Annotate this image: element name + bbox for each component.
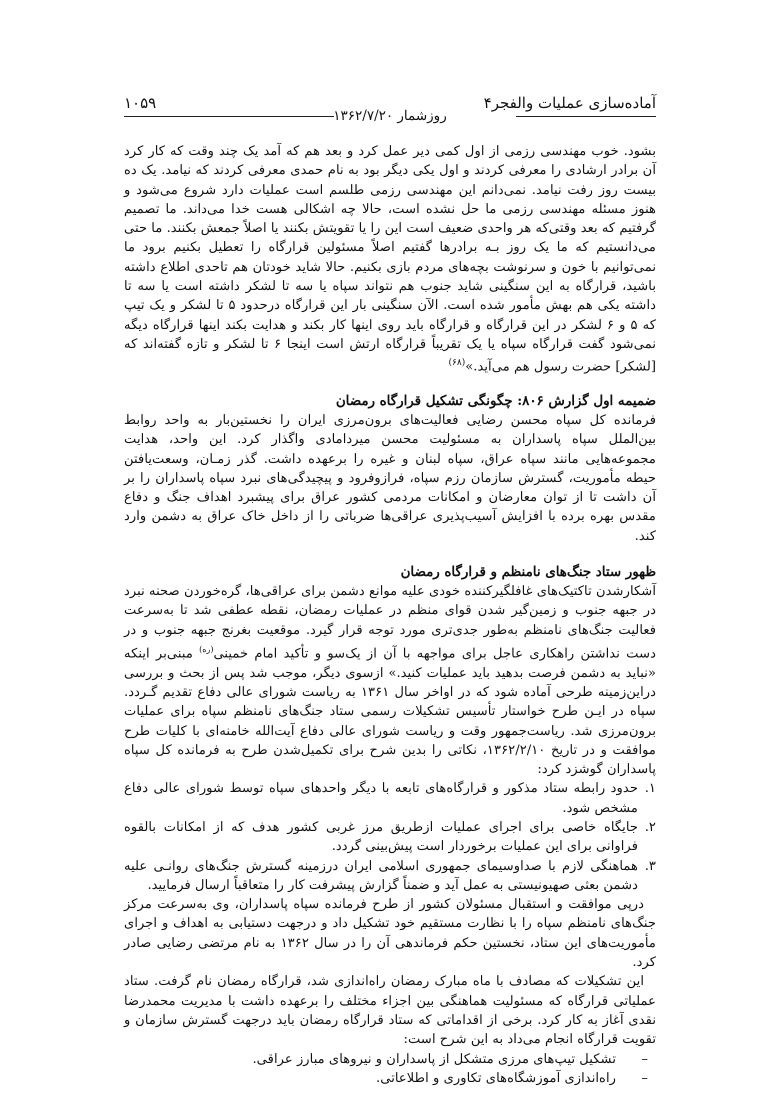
page-header [124,94,656,124]
dash-list [124,1050,656,1089]
dash-list-item [124,1050,656,1069]
page-body [124,142,656,1088]
list-item-number: ۲. [644,819,656,835]
intro-paragraph [124,142,656,377]
section-paragraph-2: درپی موافقت و استقبال مسئولان کشور از طرح فرمانده سپاه پاسداران، وی به‌سرعت مرکز جنگ‌های نامنظم سپاه را با نظارت مستقیم خود تشکیل داد و درجهت دستیابی به اهداف و اجرای مأموریت‌های این ستاد، نخستین حکم فرماندهی آن را در سال ۱۳۶۲ به نام مرتضی رضایی صادر کرد. [124,897,656,971]
list-item [124,857,656,896]
intro-text: بشود. خوب مهندسی رزمی از اول کمی دیر عمل کرد و بعد هم که آمد یک چند وقت که کار کرد آن برادر ارشادی را معرفی کردند و اول یکی دیگر بود به نام حمدی معرفی کردند که نیامد. یک ده بیست روز رفت نیامد. نمی‌دانم این مهندسی رزمی طلسم است عملیات دارد شروع می‌شود و هنوز مسئله مهندسی رزمی ما حل نشده است، حالا چه اشکالی هست خدا می‌داند. ما تصمیم گرفتیم که بعد وقتی‌که هر واحدی ضعیف است این را یا تقویتش بکنند یا اصلاً جمعش بکنند. ما حتی می‌دانستیم که ما یک روز بـه برادرها گفتیم اصلاً مسئولین قرارگاه را تعطیل بکنیم برود ما نمی‌توانیم با خون و سرنوشت بچه‌های مردم بازی بکنیم. حالا شاید خودتان هم تاحدی اطلاع داشته باشید، قرارگاه به این سنگینی شاید جنوب هم نتواند سپاه یا سه تا لشکر داشته است یا سه تا داشته یکی هم بهش مأمور شده است. الآن سنگینی بار این قرارگاه درحدود ۵ تا لشکر و یک تیپ که ۵ و ۶ لشکر در این قرارگاه و قرارگاه باید روی اینها کار بکند و هدایت بکند اینها قرارگاه دیگه نمی‌شود گفت قرارگاه سپاه یا یک تقریباً قرارگاه ارتش است اینجا ۶ تا لشکر و تازه گفته‌اند که [لشکر] حضرت رسول هم می‌آید.» [123,144,657,375]
appendix-body: فرمانده کل سپاه محسن رضایی فعالیت‌های برون‌مرزی ایران را نخستین‌بار به واحد روابط بین‌الملل سپاه پاسداران به مسئولیت محسن میردامادی واگذار کرد. این واحد، هدایت مجموعه‌هایی مانند سپاه عراق، سپاه لبنان و غیره را برعهده داشت. گذر زمـان، وسعت‌یافتن حیطه مأموریت، گسترش سازمان رزم سپاه، فرازوفرود و پیچیدگی‌های نبرد سپاه پاسداران را بر آن داشت تا از توان معارضان و امکانات مردمی کشور عراق برای پیشبرد اهداف جنگ و دفاع مقدس بهره برده با افزایش آسیب‌پذیری عراقی‌ها ضرباتی را از داخل خاک عراق به دشمن وارد کند. [124,412,656,544]
section-para1-continuation: مبنی‌بر اینکه «نباید به دشمن فرصت بدهید باید عملیات کنید.» ازسوی دیگر، موجب شد پس از بحث و بررسی دراین‌زمینه طرحی آماده شود که در اواخر سال ۱۳۶۱ به ریاست شورای عالی دفاع تقدیم گـردد. سپاه در ایـن طرح خواستار تأسیس تشکیلات رسمی ستاد جنگ‌های نامنظم سپاه برای عملیات برون‌مرزی شد. ریاست‌جمهور وقت و ریاست شورای عالی دفاع آیت‌الله خامنه‌ای با کلیات طرح موافقت و در تاریخ ۱۳۶۲/۲/۱۰، نکاتی را بدین شرح برای تکمیل‌شدن طرح به فرمانده کل سپاه پاسداران گوشزد کرد: [124,646,656,778]
dash-item-text: تشکیل تیپ‌های مرزی متشکل از پاسداران و نیروهای مبارز عراقی. [252,1051,616,1067]
dash-mark: – [641,1051,648,1067]
header-rule-left [124,116,334,117]
section-title: ظهور ستاد جنگ‌های نامنظم و قرارگاه رمضان [400,564,656,581]
honorific-superscript: (ره) [199,644,214,654]
footnote-ref: (۶۸) [448,358,466,369]
list-item-text: هماهنگی لازم با صداوسیمای جمهوری اسلامی ایران درزمینه گسترش جنگ‌های روانـی علیه دشمن بعثی صهیونیستی به عمل آید و ضمناً گزارش پیشرفت کار را متعاقباً ارسال فرمایید. [124,858,638,893]
list-item-text: حدود رابطه ستاد مذکور و قرارگاه‌های تابعه با دیگر واحدهای سپاه توسط شورای عالی دفاع مشخص شود. [124,781,638,816]
section-paragraph-1 [124,582,656,779]
appendix-title: ضمیمه اول گزارش ۸۰۶: چگونگی تشکیل قرارگاه رمضان [335,392,656,409]
section-para1-text: آشکارشدن تاکتیک‌های غافلگیرکننده خودی علیه موانع دشمن برای عراقی‌ها، گره‌خوردن صحنه نبرد در جبهه جنوب و زمین‌گیر شدن قوای منظم در عملیات رمضان، نقطه عطفی شد تا به‌سرعت فعالیت جنگ‌های نامنظم به‌طور جدی‌تری مورد توجه قرار گیرد. موقعیت بغرنج جبهه جنوب و در دست نداشتن راهکاری عاجل برای مواجهه با آن از یک‌سو و تأکید امام خمینی [124,584,656,662]
list-item [124,779,656,818]
list-item [124,818,656,857]
list-item-number: ۱. [644,781,656,797]
list-item-text: جایگاه خاصی برای اجرای عملیات ازطریق مرز غربی کشور هدف که از امکانات بالقوه فراوانی برای این عملیات برخوردار است پیش‌بینی گردد. [124,819,638,855]
numbered-list [124,779,656,895]
dash-item-text: راه‌اندازی آموزشگاه‌های تکاوری و اطلاعاتی. [376,1070,616,1086]
dash-mark: – [641,1070,648,1086]
list-item-number: ۳. [644,858,656,874]
section-paragraph-3: این تشکیلات که مصادف با ماه مبارک رمضان راه‌اندازی شد، قرارگاه رمضان نام گرفت. ستاد عملیاتی قرارگاه که مسئولیت هماهنگی بین اجزاء مختلف را برعهده داشت با مدیریت محمدرضا نقدی آغاز به کار کرد. برخی از اقداماتی که ستاد قرارگاه رمضان باید درجهت گسترش سازمان و تقویت قرارگاه انجام می‌داد به این شرح است: [124,974,656,1048]
page-number: ۱۰۵۹ [124,94,157,112]
header-rule-right [516,116,656,117]
dash-list-item [124,1069,656,1088]
book-title: آماده‌سازی عملیات والفجر۴ [483,94,656,112]
diary-date: روزشمار ۱۳۶۲/۷/۲۰ [333,108,447,124]
